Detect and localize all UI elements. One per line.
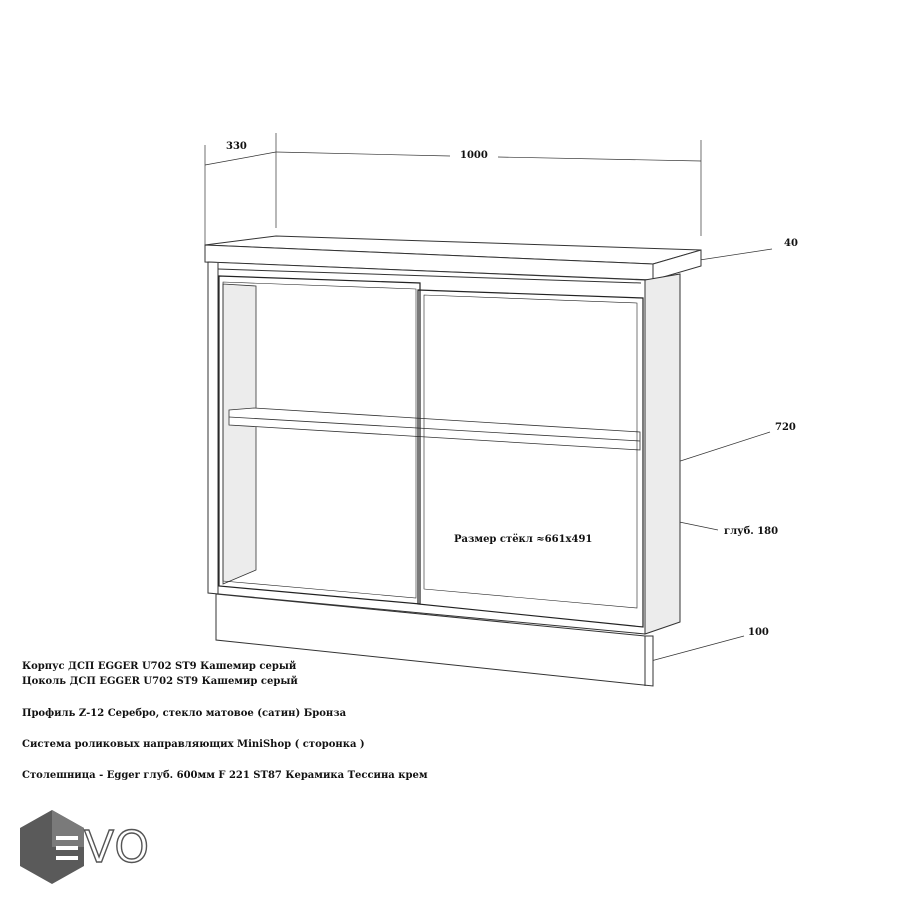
dim-countertop-thickness: 40 [784,238,798,249]
dim-height: 720 [775,422,796,433]
dim-width: 1000 [460,150,488,161]
evo-logo [20,810,150,884]
dim-plinth-height: 100 [748,627,769,638]
glass-size-label: Размер стёкл ≈661х491 [454,534,593,545]
logo-text: VO [84,822,150,873]
cabinet-side-panel [645,274,680,634]
dim-depth-top: 330 [226,141,247,152]
note-body-material: Корпус ДСП EGGER U702 ST9 Кашемир серый [22,661,297,672]
note-countertop: Столешница - Egger глуб. 600мм F 221 ST87 Керамика Тессина крем [22,770,428,781]
interior-side-wall [223,284,256,584]
note-roller-system: Система роликовых направляющих MiniShop ( сторонка ) [22,739,365,750]
note-plinth-material: Цоколь ДСП EGGER U702 ST9 Кашемир серый [22,676,298,687]
dim-side-depth: глуб. 180 [724,526,779,537]
note-profile: Профиль Z-12 Серебро, стекло матовое (сатин) Бронза [22,708,347,719]
cabinet-front-frame [208,262,645,634]
